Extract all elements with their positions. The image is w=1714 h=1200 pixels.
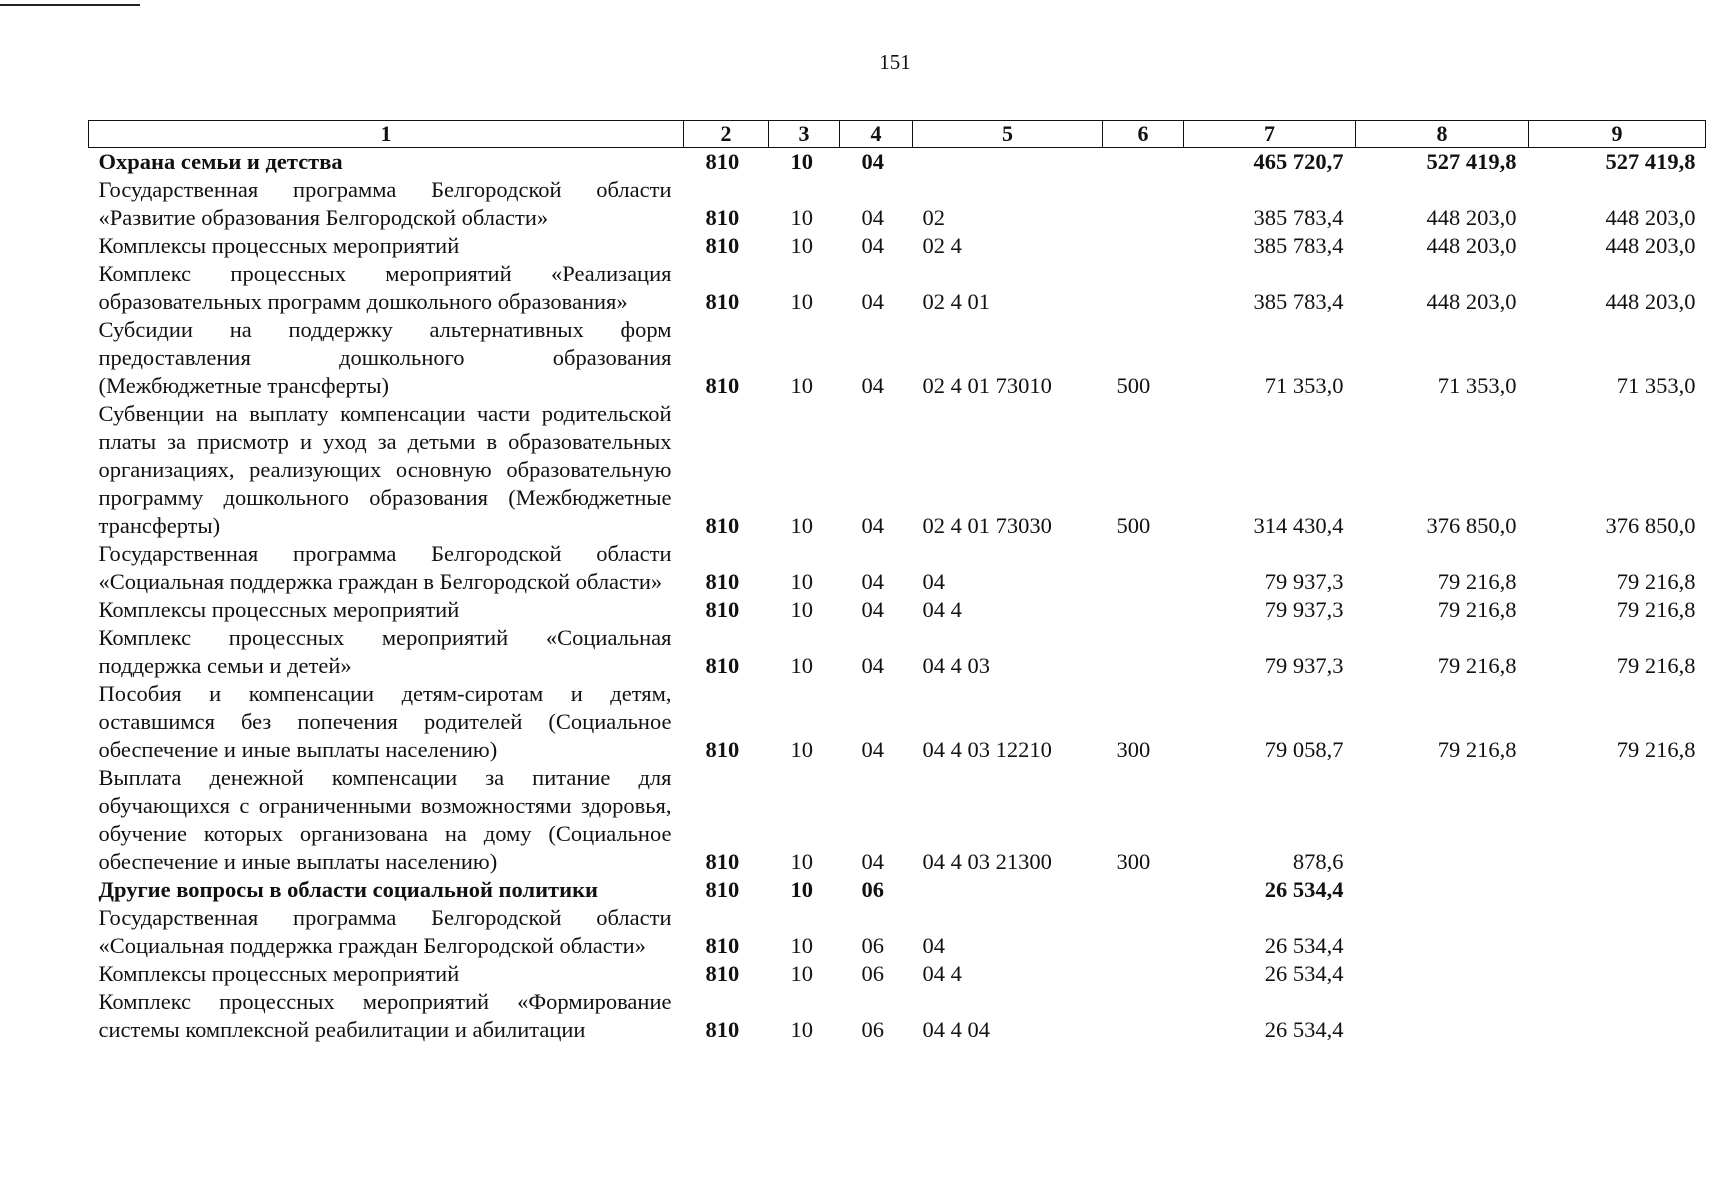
cell-amount-3 xyxy=(1529,764,1706,876)
cell-section: 10 xyxy=(790,289,813,314)
cell-amount-1: 79 937,3 xyxy=(1264,597,1344,622)
cell-expense-type xyxy=(1103,624,1184,680)
column-header: 5 xyxy=(913,121,1103,148)
cell-amount-1: 26 534,4 xyxy=(1264,933,1344,958)
cell-target-article: 04 xyxy=(922,569,945,594)
cell-expense-type xyxy=(1103,596,1184,624)
cell-section: 10 xyxy=(790,653,813,678)
cell-section: 10 xyxy=(790,597,813,622)
cell-target-article: 02 xyxy=(922,205,945,230)
cell-amount-1: 385 783,4 xyxy=(1253,289,1344,314)
column-header: 1 xyxy=(89,121,684,148)
cell-section: 10 xyxy=(790,1017,813,1042)
cell-expense-type xyxy=(1103,540,1184,596)
cell-name: Комплекс процессных мероприятий «Формирование системы комплексной реабилитации и абилитации xyxy=(98,989,672,1042)
cell-section: 10 xyxy=(790,205,813,230)
table-row xyxy=(89,764,1706,876)
cell-amount-2: 448 203,0 xyxy=(1426,205,1517,230)
cell-amount-2: 79 216,8 xyxy=(1437,569,1517,594)
cell-section: 10 xyxy=(790,373,813,398)
cell-expense-type: 300 xyxy=(1116,737,1151,762)
corner-scan-line xyxy=(0,4,140,6)
cell-name: Выплата денежной компенсации за питание для обучающихся с ограниченными возможностями здоровья, обучение которых организована на дому (Социальное обеспечение и иные выплаты населению) xyxy=(98,765,672,874)
cell-name: Комплекс процессных мероприятий «Реализация образовательных программ дошкольного образования» xyxy=(98,261,672,314)
cell-subsection: 04 xyxy=(861,737,884,762)
cell-target-article: 02 4 xyxy=(922,233,962,258)
table-row xyxy=(89,988,1706,1044)
column-header: 9 xyxy=(1529,121,1706,148)
table-row xyxy=(89,904,1706,960)
cell-target-article: 02 4 01 xyxy=(922,289,990,314)
cell-amount-1: 385 783,4 xyxy=(1253,233,1344,258)
cell-target-article: 04 4 xyxy=(922,597,962,622)
cell-amount-2 xyxy=(1356,904,1529,960)
cell-section: 10 xyxy=(790,149,813,174)
cell-amount-3: 448 203,0 xyxy=(1605,289,1696,314)
cell-amount-2: 79 216,8 xyxy=(1437,653,1517,678)
cell-section: 10 xyxy=(790,877,813,902)
cell-name: Охрана семьи и детства xyxy=(98,149,343,174)
cell-amount-2: 79 216,8 xyxy=(1437,737,1517,762)
cell-subsection: 04 xyxy=(861,513,884,538)
cell-expense-type xyxy=(1103,232,1184,260)
cell-amount-1: 71 353,0 xyxy=(1264,373,1344,398)
cell-admin-code: 810 xyxy=(705,737,740,762)
column-header: 3 xyxy=(769,121,840,148)
cell-amount-1: 465 720,7 xyxy=(1253,149,1344,174)
page-number: 151 xyxy=(879,50,911,74)
cell-subsection: 06 xyxy=(861,933,884,958)
cell-admin-code: 810 xyxy=(705,849,740,874)
cell-amount-3: 79 216,8 xyxy=(1616,737,1696,762)
cell-amount-3: 448 203,0 xyxy=(1605,233,1696,258)
cell-amount-2: 448 203,0 xyxy=(1426,289,1517,314)
cell-admin-code: 810 xyxy=(705,597,740,622)
cell-admin-code: 810 xyxy=(705,877,740,902)
column-header: 6 xyxy=(1103,121,1184,148)
table-row xyxy=(89,960,1706,988)
cell-subsection: 06 xyxy=(861,1017,884,1042)
table-row xyxy=(89,400,1706,540)
cell-name: Комплексы процессных мероприятий xyxy=(98,597,460,622)
cell-admin-code: 810 xyxy=(705,513,740,538)
cell-amount-1: 79 937,3 xyxy=(1264,569,1344,594)
cell-amount-3 xyxy=(1529,904,1706,960)
cell-amount-1: 26 534,4 xyxy=(1264,961,1344,986)
table-row xyxy=(89,260,1706,316)
cell-amount-1: 26 534,4 xyxy=(1264,1017,1344,1042)
cell-name: Субсидии на поддержку альтернативных форм предоставления дошкольного образования (Межбюджетные трансферты) xyxy=(98,317,672,398)
cell-subsection: 04 xyxy=(861,597,884,622)
cell-name: Пособия и компенсации детям-сиротам и детям, оставшимся без попечения родителей (Социальное обеспечение и иные выплаты населению) xyxy=(98,681,672,762)
cell-section: 10 xyxy=(790,233,813,258)
cell-expense-type xyxy=(1103,904,1184,960)
cell-name: Субвенции на выплату компенсации части родительской платы за присмотр и уход за детьми в образовательных организациях, реализующих основную образовательную программу дошкольного образования (Межбюджетные трансферты) xyxy=(98,401,672,538)
cell-name: Государственная программа Белгородской области «Социальная поддержка граждан Белгородской области» xyxy=(98,905,672,958)
cell-section: 10 xyxy=(790,933,813,958)
cell-amount-3: 71 353,0 xyxy=(1616,373,1696,398)
cell-amount-2 xyxy=(1356,764,1529,876)
cell-name: Государственная программа Белгородской области «Развитие образования Белгородской области» xyxy=(98,177,672,230)
cell-admin-code: 810 xyxy=(705,289,740,314)
cell-amount-2 xyxy=(1356,988,1529,1044)
cell-amount-3 xyxy=(1529,876,1706,904)
cell-amount-2: 376 850,0 xyxy=(1426,513,1517,538)
cell-amount-3: 79 216,8 xyxy=(1616,653,1696,678)
cell-section: 10 xyxy=(790,737,813,762)
cell-amount-2: 71 353,0 xyxy=(1437,373,1517,398)
cell-admin-code: 810 xyxy=(705,961,740,986)
table-row xyxy=(89,624,1706,680)
cell-subsection: 04 xyxy=(861,289,884,314)
cell-amount-1: 314 430,4 xyxy=(1253,513,1344,538)
budget-table xyxy=(88,120,1706,1044)
cell-admin-code: 810 xyxy=(705,205,740,230)
cell-expense-type xyxy=(1103,988,1184,1044)
cell-admin-code: 810 xyxy=(705,653,740,678)
column-header: 8 xyxy=(1356,121,1529,148)
cell-section: 10 xyxy=(790,849,813,874)
cell-amount-3: 527 419,8 xyxy=(1605,149,1696,174)
cell-admin-code: 810 xyxy=(705,1017,740,1042)
cell-amount-2: 527 419,8 xyxy=(1426,149,1517,174)
table-row xyxy=(89,540,1706,596)
cell-amount-1: 79 058,7 xyxy=(1264,737,1344,762)
cell-target-article: 04 4 03 xyxy=(922,653,990,678)
cell-admin-code: 810 xyxy=(705,149,740,174)
column-header: 4 xyxy=(840,121,913,148)
table-row xyxy=(89,148,1706,177)
cell-amount-1: 385 783,4 xyxy=(1253,205,1344,230)
table-body xyxy=(89,148,1706,1045)
cell-section: 10 xyxy=(790,569,813,594)
cell-amount-2: 79 216,8 xyxy=(1437,597,1517,622)
table-row xyxy=(89,316,1706,400)
cell-admin-code: 810 xyxy=(705,233,740,258)
cell-name: Другие вопросы в области социальной политики xyxy=(98,877,598,902)
cell-admin-code: 810 xyxy=(705,569,740,594)
table-row xyxy=(89,176,1706,232)
cell-expense-type xyxy=(1103,960,1184,988)
cell-subsection: 04 xyxy=(861,373,884,398)
cell-target-article: 02 4 01 73030 xyxy=(922,513,1052,538)
cell-target-article: 04 4 03 21300 xyxy=(922,849,1052,874)
cell-expense-type xyxy=(1103,148,1184,177)
table-row xyxy=(89,680,1706,764)
cell-amount-3: 376 850,0 xyxy=(1605,513,1696,538)
cell-expense-type: 500 xyxy=(1116,513,1151,538)
cell-subsection: 04 xyxy=(861,569,884,594)
cell-amount-3: 448 203,0 xyxy=(1605,205,1696,230)
cell-subsection: 04 xyxy=(861,149,884,174)
cell-target-article: 04 4 xyxy=(922,961,962,986)
cell-target-article xyxy=(913,148,1103,177)
cell-amount-2: 448 203,0 xyxy=(1426,233,1517,258)
column-header: 2 xyxy=(684,121,769,148)
cell-amount-1: 878,6 xyxy=(1292,849,1344,874)
cell-name: Комплексы процессных мероприятий xyxy=(98,233,460,258)
cell-name: Государственная программа Белгородской области «Социальная поддержка граждан в Белгородской области» xyxy=(98,541,672,594)
table-header-row xyxy=(89,121,1706,148)
cell-name: Комплекс процессных мероприятий «Социальная поддержка семьи и детей» xyxy=(98,625,672,678)
cell-target-article: 02 4 01 73010 xyxy=(922,373,1052,398)
cell-amount-1: 26 534,4 xyxy=(1264,877,1344,902)
cell-amount-2 xyxy=(1356,876,1529,904)
cell-admin-code: 810 xyxy=(705,933,740,958)
cell-target-article: 04 4 03 12210 xyxy=(922,737,1052,762)
cell-subsection: 04 xyxy=(861,233,884,258)
cell-section: 10 xyxy=(790,961,813,986)
cell-subsection: 06 xyxy=(861,961,884,986)
cell-subsection: 04 xyxy=(861,205,884,230)
cell-expense-type: 300 xyxy=(1116,849,1151,874)
table-row xyxy=(89,232,1706,260)
cell-amount-1: 79 937,3 xyxy=(1264,653,1344,678)
cell-expense-type xyxy=(1103,876,1184,904)
cell-amount-3 xyxy=(1529,960,1706,988)
cell-amount-2 xyxy=(1356,960,1529,988)
cell-target-article: 04 xyxy=(922,933,945,958)
cell-subsection: 04 xyxy=(861,849,884,874)
cell-amount-3: 79 216,8 xyxy=(1616,569,1696,594)
cell-amount-3 xyxy=(1529,988,1706,1044)
table-row xyxy=(89,876,1706,904)
cell-subsection: 06 xyxy=(861,877,884,902)
column-header: 7 xyxy=(1184,121,1356,148)
cell-amount-3: 79 216,8 xyxy=(1616,597,1696,622)
cell-subsection: 04 xyxy=(861,653,884,678)
cell-admin-code: 810 xyxy=(705,373,740,398)
cell-target-article: 04 4 04 xyxy=(922,1017,990,1042)
cell-expense-type xyxy=(1103,260,1184,316)
cell-target-article xyxy=(913,876,1103,904)
cell-expense-type xyxy=(1103,176,1184,232)
table-row xyxy=(89,596,1706,624)
cell-expense-type: 500 xyxy=(1116,373,1151,398)
cell-name: Комплексы процессных мероприятий xyxy=(98,961,460,986)
cell-section: 10 xyxy=(790,513,813,538)
